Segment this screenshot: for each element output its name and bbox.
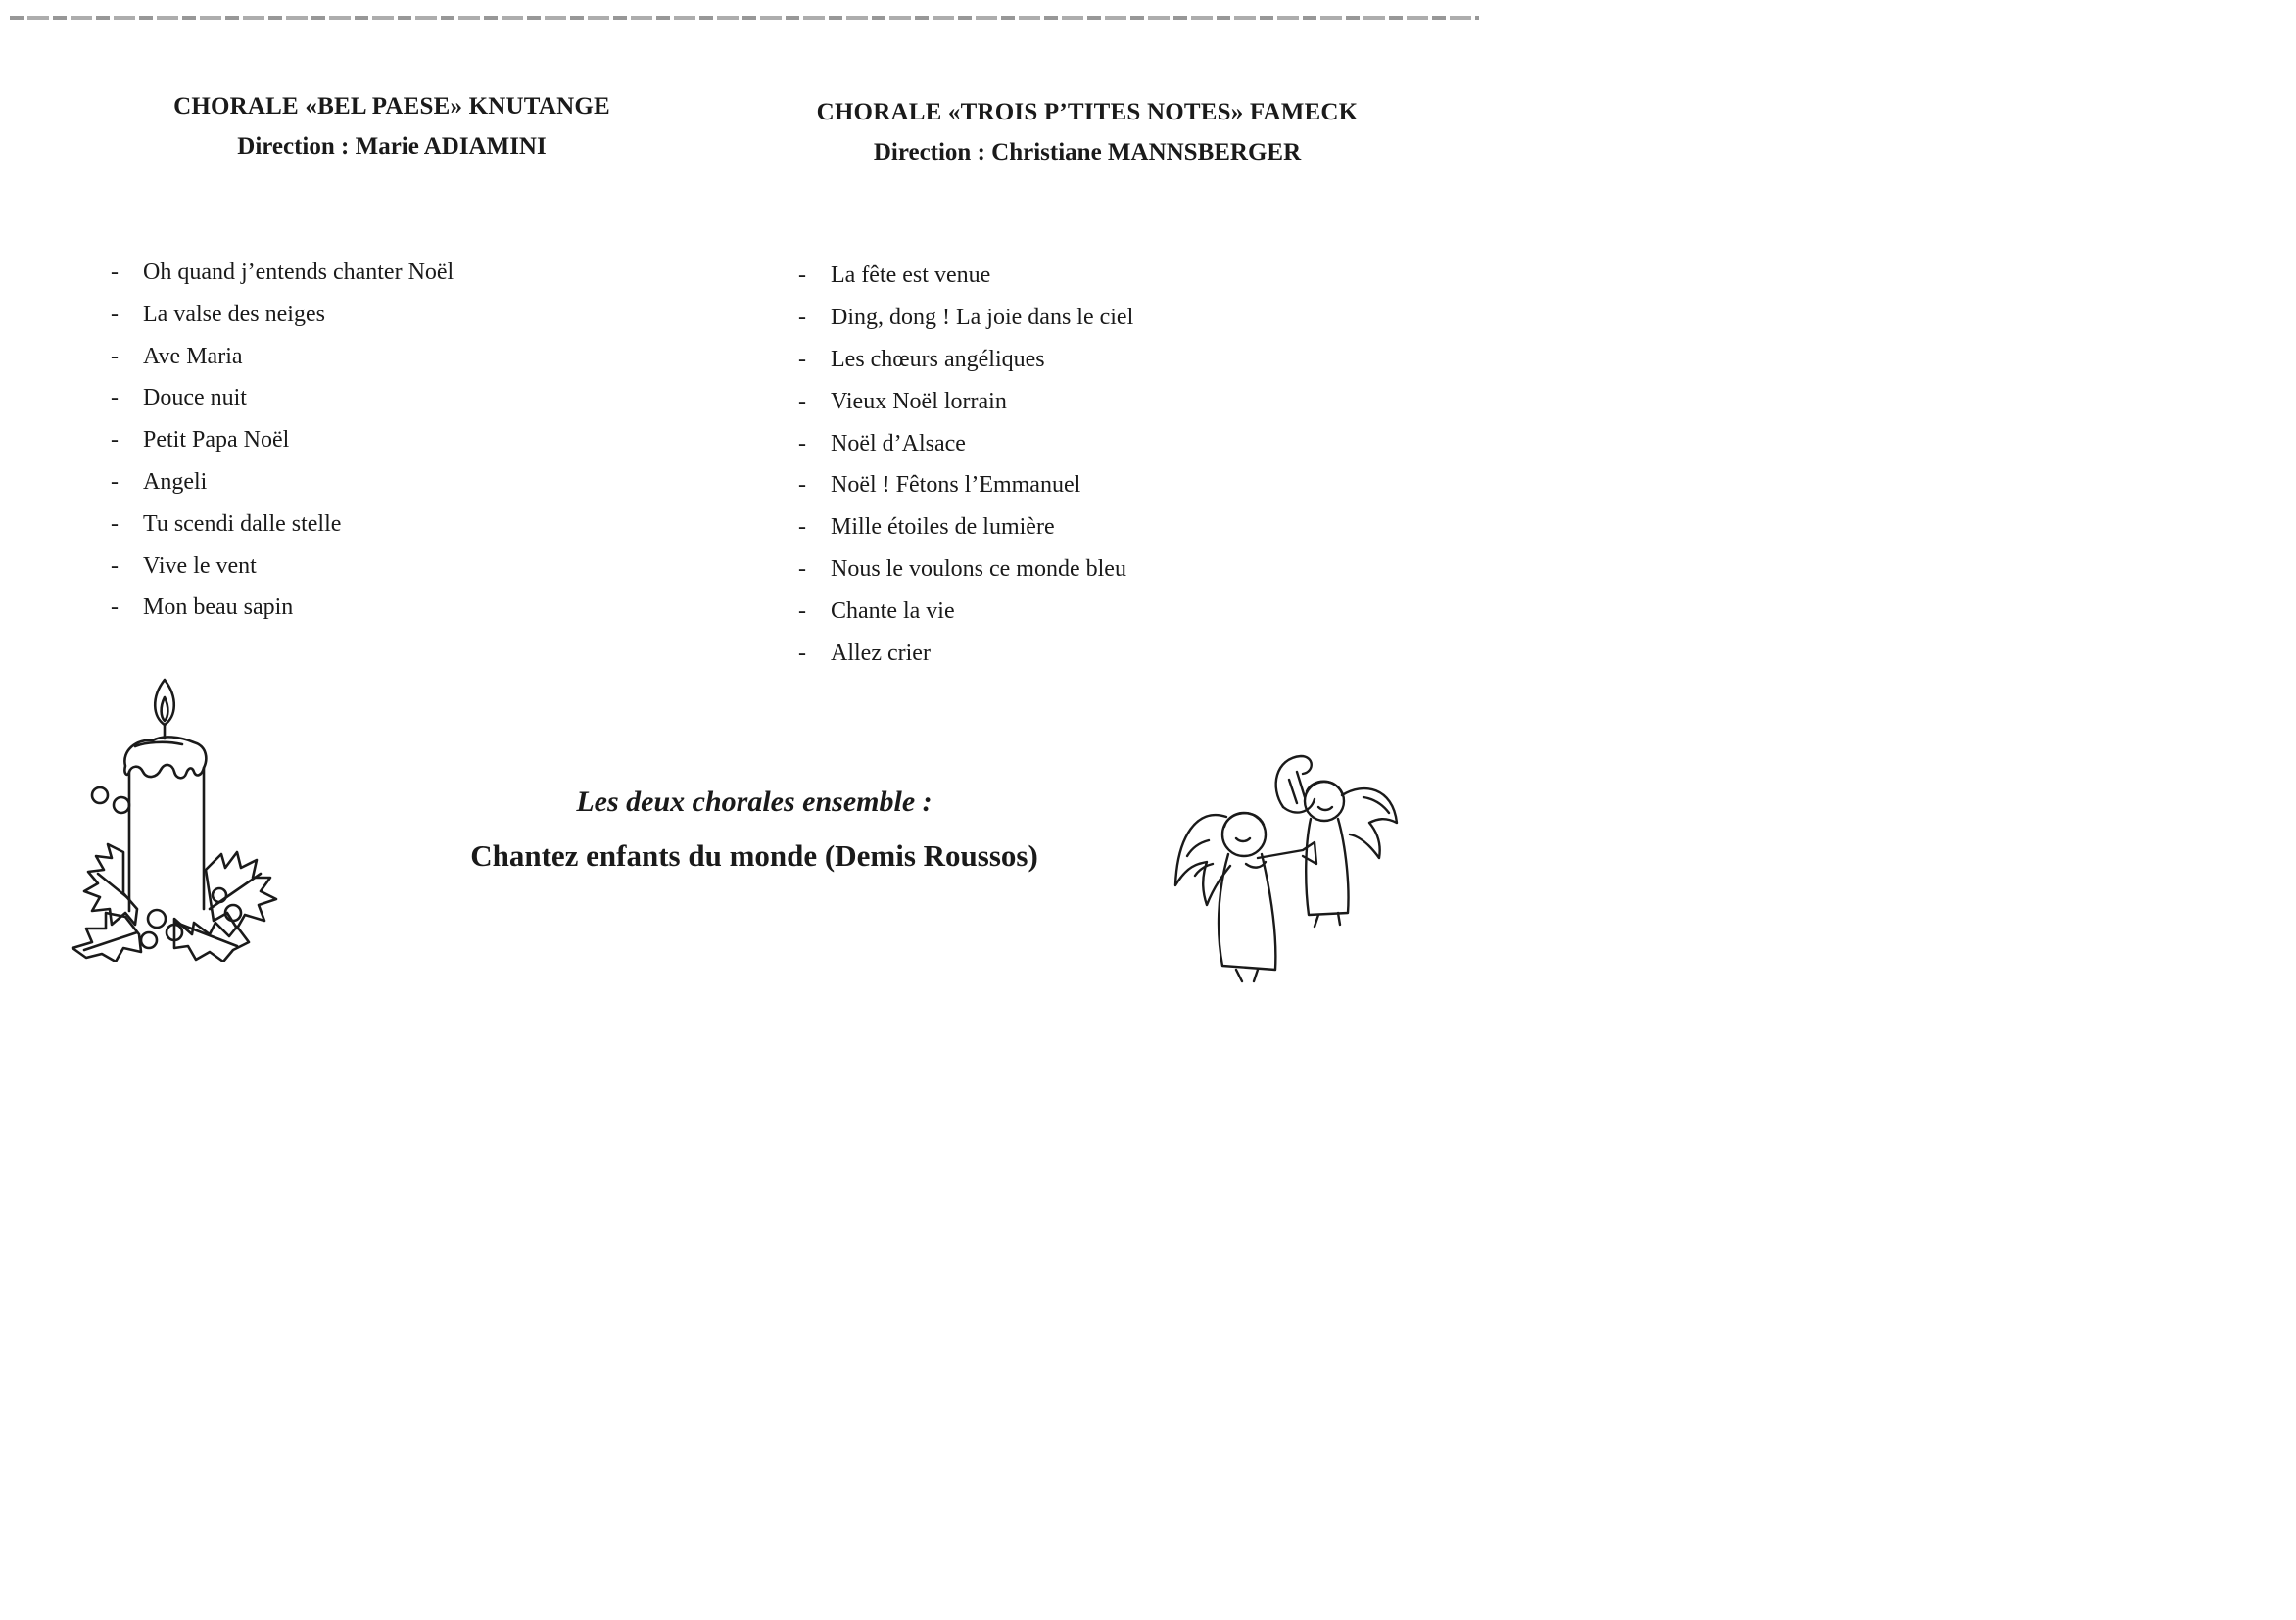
list-item: - Noël d’Alsace	[798, 431, 1133, 473]
list-item: - Douce nuit	[111, 385, 454, 427]
list-item: - Allez crier	[798, 641, 1133, 683]
list-item: - Les chœurs angéliques	[798, 347, 1133, 389]
choir-left-director: Direction : Marie ADIAMINI	[237, 133, 547, 160]
scan-artifact-line	[10, 16, 1479, 20]
list-item: - Mille étoiles de lumière	[798, 514, 1133, 556]
list-item: - Vive le vent	[111, 553, 454, 596]
list-item: - Vieux Noël lorrain	[798, 389, 1133, 431]
choir-left-title: CHORALE «BEL PAESE» KNUTANGE	[173, 93, 610, 119]
list-item: - Oh quand j’entends chanter Noël	[111, 260, 454, 302]
list-item: - La fête est venue	[798, 262, 1133, 305]
list-item: - Ding, dong ! La joie dans le ciel	[798, 305, 1133, 347]
angels-icon	[1168, 748, 1403, 983]
list-item: - Mon beau sapin	[111, 595, 454, 637]
choir-right-title: CHORALE «TROIS P’TITES NOTES» FAMECK	[816, 99, 1359, 125]
choir-right-heading	[784, 99, 1391, 167]
list-item: - Noël ! Fêtons l’Emmanuel	[798, 472, 1133, 514]
list-item: - Angeli	[111, 469, 454, 511]
joint-intro: Les deux chorales ensemble :	[576, 786, 933, 818]
list-item: - Nous le voulons ce monde bleu	[798, 556, 1133, 598]
list-item: - Ave Maria	[111, 344, 454, 386]
choir-left-song-list	[111, 260, 454, 637]
choir-left-heading	[157, 93, 627, 161]
choir-right-song-list	[798, 262, 1133, 683]
choir-right-director: Direction : Christiane MANNSBERGER	[873, 139, 1302, 166]
list-item: - La valse des neiges	[111, 302, 454, 344]
joint-song: Chantez enfants du monde (Demis Roussos)	[470, 838, 1038, 873]
joint-performance	[431, 786, 1077, 874]
list-item: - Tu scendi dalle stelle	[111, 511, 454, 553]
list-item: - Chante la vie	[798, 598, 1133, 641]
list-item: - Petit Papa Noël	[111, 427, 454, 469]
candle-holly-icon	[27, 678, 286, 962]
